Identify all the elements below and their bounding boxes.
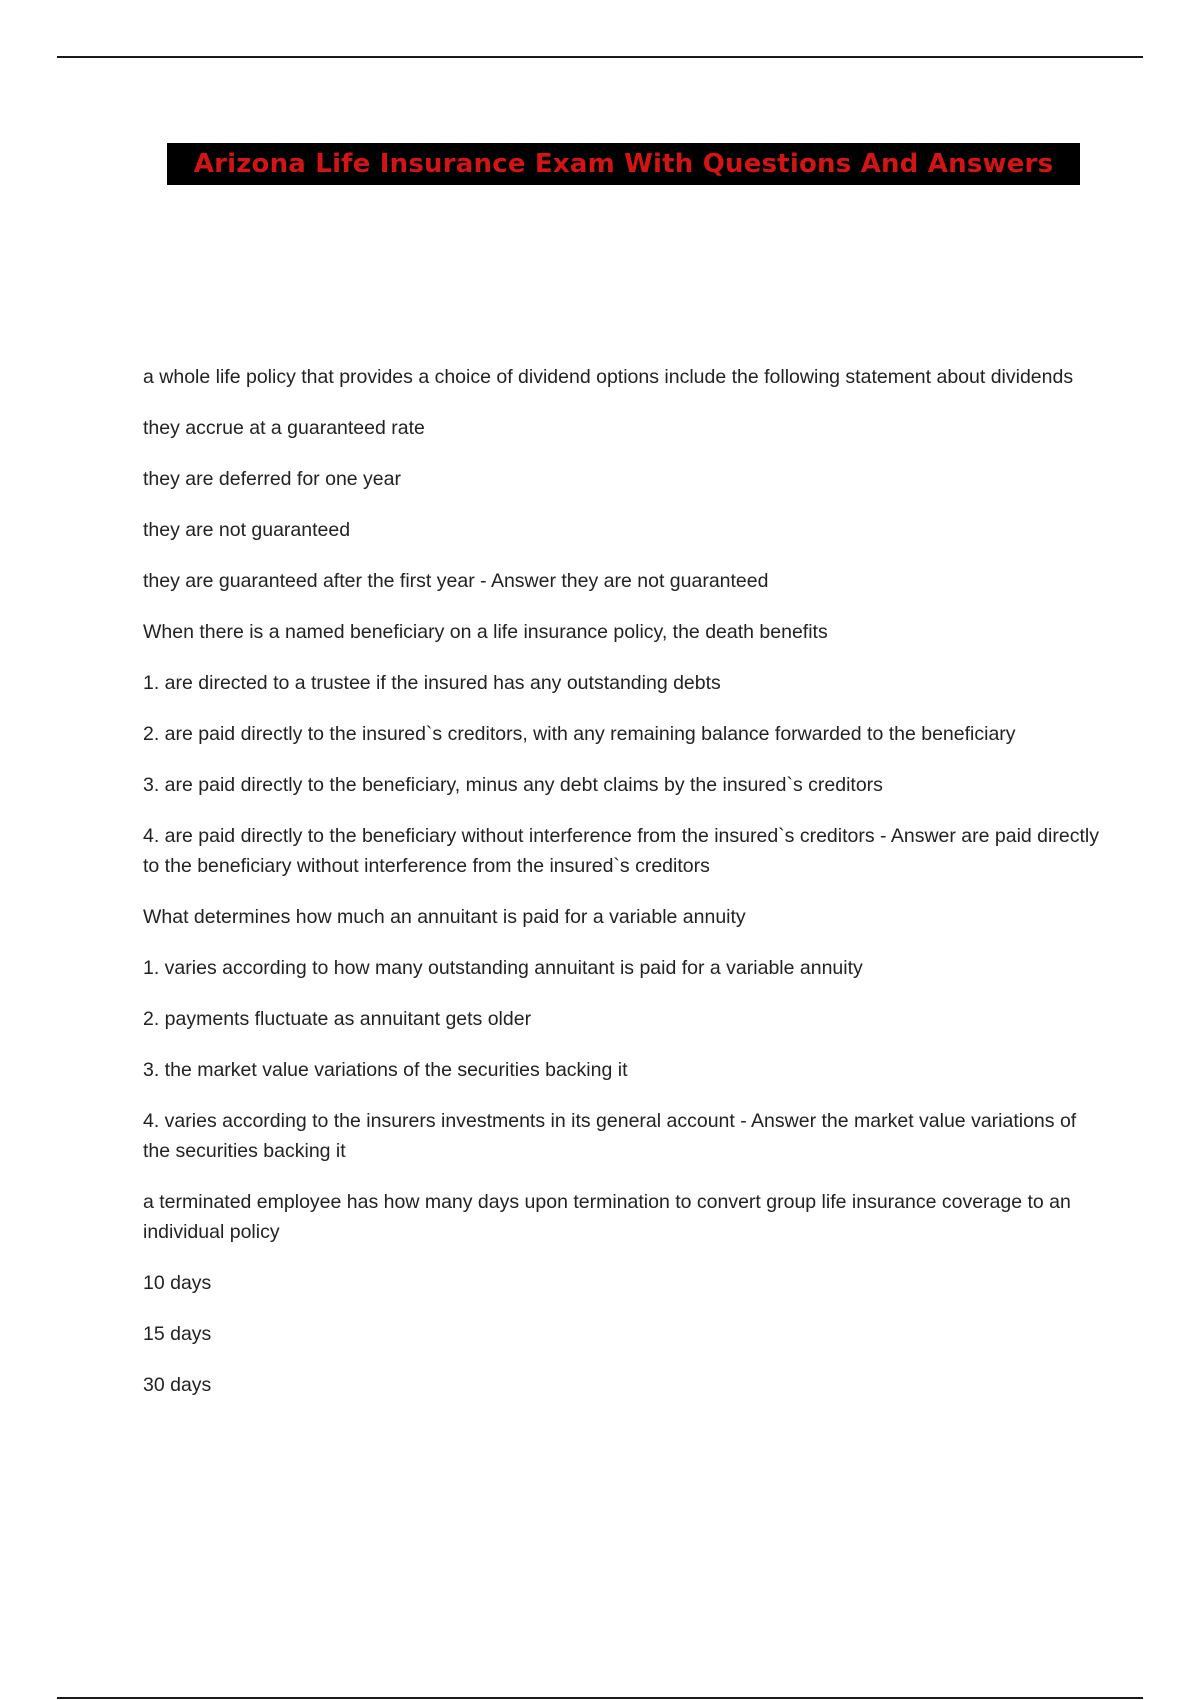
question-2-option-1: 1. are directed to a trustee if the insured has any outstanding debts bbox=[143, 672, 721, 694]
question-2-option-2: 2. are paid directly to the insured`s creditors, with any remaining balance forwarded to the beneficiary bbox=[143, 723, 1016, 745]
title-banner bbox=[167, 143, 1080, 185]
document-title: Arizona Life Insurance Exam With Questions And Answers bbox=[193, 149, 1054, 179]
question-2-option-3: 3. are paid directly to the beneficiary, minus any debt claims by the insured`s creditors bbox=[143, 774, 883, 796]
question-3-text: What determines how much an annuitant is paid for a variable annuity bbox=[143, 906, 746, 928]
top-divider bbox=[57, 56, 1143, 58]
question-4-text: a terminated employee has how many days upon termination to convert group life insurance coverage to an individual policy bbox=[143, 1191, 1071, 1243]
question-3-option-4-answer: 4. varies according to the insurers investments in its general account - Answer the market value variations of the securities backing it bbox=[143, 1110, 1077, 1162]
question-3-option-3: 3. the market value variations of the securities backing it bbox=[143, 1059, 628, 1081]
question-2-option-4-answer: 4. are paid directly to the beneficiary without interference from the insured`s creditors - Answer are paid directly to the beneficiary without interference from the insured`s creditors bbox=[143, 825, 1099, 877]
question-1-option-d-answer: they are guaranteed after the first year - Answer they are not guaranteed bbox=[143, 570, 769, 592]
question-2-text: When there is a named beneficiary on a life insurance policy, the death benefits bbox=[143, 621, 828, 643]
question-4-option-b: 15 days bbox=[143, 1323, 212, 1345]
question-4-option-a: 10 days bbox=[143, 1272, 212, 1294]
question-3-option-2: 2. payments fluctuate as annuitant gets older bbox=[143, 1008, 532, 1030]
question-1-option-a: they accrue at a guaranteed rate bbox=[143, 417, 425, 439]
question-3-option-1: 1. varies according to how many outstanding annuitant is paid for a variable annuity bbox=[143, 957, 863, 979]
question-4-option-c: 30 days bbox=[143, 1374, 212, 1396]
document-body bbox=[143, 362, 1103, 1421]
bottom-divider bbox=[57, 1697, 1143, 1699]
question-1-text: a whole life policy that provides a choice of dividend options include the following statement about dividends bbox=[143, 366, 1074, 388]
question-1-option-c: they are not guaranteed bbox=[143, 519, 351, 541]
question-1-option-b: they are deferred for one year bbox=[143, 468, 401, 490]
